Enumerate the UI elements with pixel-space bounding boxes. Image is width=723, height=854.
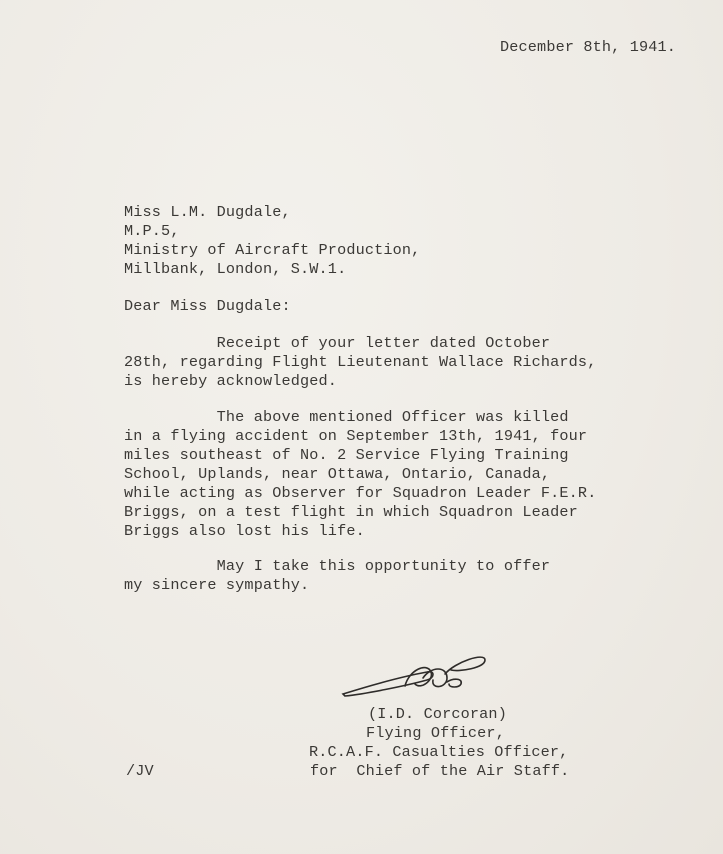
body-line: is hereby acknowledged. (124, 372, 338, 390)
reference-initials: /JV (126, 762, 154, 780)
body-line: May I take this opportunity to offer (124, 557, 551, 575)
body-line: Briggs, on a test flight in which Squadron Leader (124, 503, 578, 521)
handwritten-signature-icon (335, 648, 495, 700)
letter-date: December 8th, 1941. (500, 38, 677, 56)
body-line: Receipt of your letter dated October (124, 334, 551, 352)
body-line: miles southeast of No. 2 Service Flying Training (124, 446, 569, 464)
recipient-line: Ministry of Aircraft Production, (124, 241, 421, 259)
salutation: Dear Miss Dugdale: (124, 297, 291, 315)
signatory-on-behalf: for Chief of the Air Staff. (310, 762, 570, 780)
body-line: while acting as Observer for Squadron Leader F.E.R. (124, 484, 597, 502)
signatory-name: (I.D. Corcoran) (368, 705, 507, 723)
body-line: my sincere sympathy. (124, 576, 310, 594)
body-line: in a flying accident on September 13th, 1941, four (124, 427, 588, 445)
body-line: 28th, regarding Flight Lieutenant Wallace Richards, (124, 353, 597, 371)
signatory-rank: Flying Officer, (366, 724, 505, 742)
body-line: School, Uplands, near Ottawa, Ontario, Canada, (124, 465, 551, 483)
recipient-line: Millbank, London, S.W.1. (124, 260, 347, 278)
body-line: The above mentioned Officer was killed (124, 408, 569, 426)
body-line: Briggs also lost his life. (124, 522, 365, 540)
recipient-line: Miss L.M. Dugdale, (124, 203, 291, 221)
recipient-line: M.P.5, (124, 222, 180, 240)
signatory-position: R.C.A.F. Casualties Officer, (309, 743, 569, 761)
